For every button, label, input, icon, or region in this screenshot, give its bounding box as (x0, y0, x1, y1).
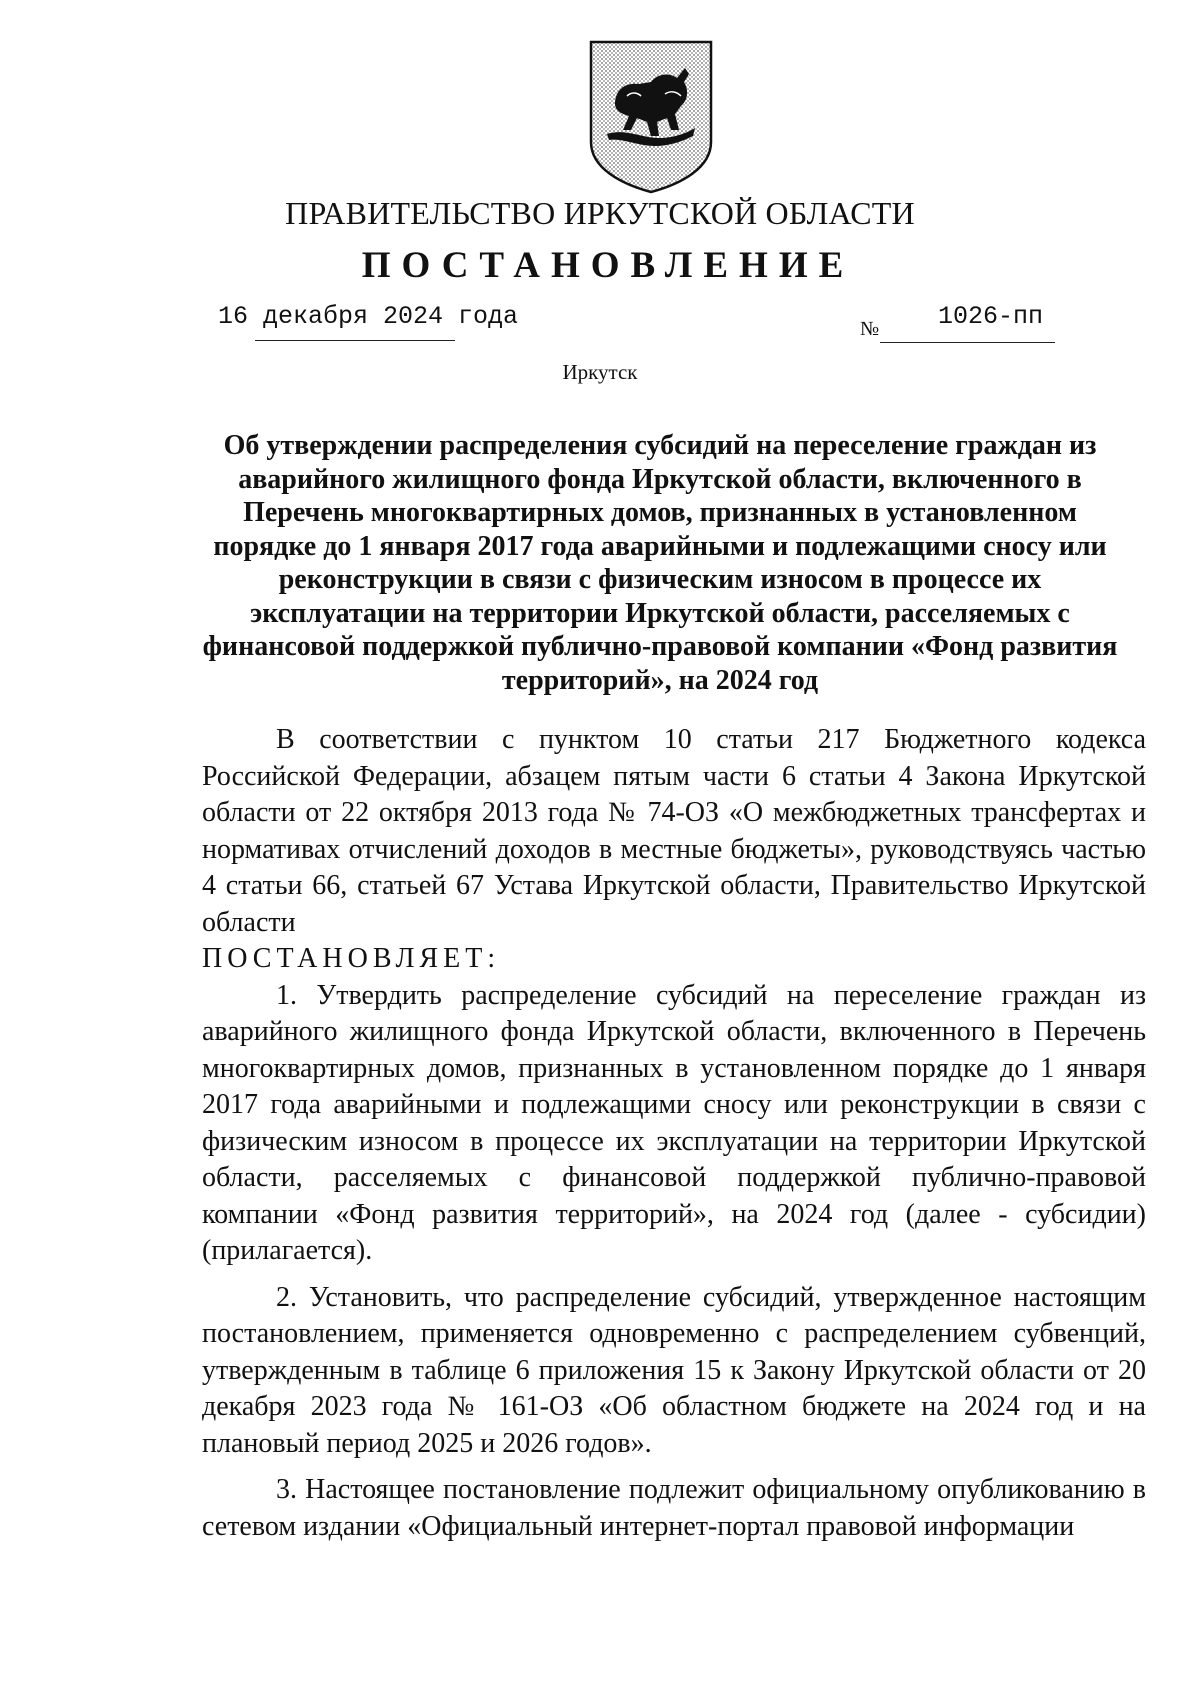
irkutsk-coat-of-arms-icon (585, 38, 717, 196)
document-city: Иркутск (562, 360, 638, 384)
date-underline (255, 340, 455, 341)
item-2-paragraph: 2. Установить, что распределение субсидий, утвержденное настоящим постановлением, применяется одновременно с распределением субвенций, утвержденным в таблице 6 приложения 15 к Закону Иркутской области от 20 декабря 2023 года № 161-ОЗ «Об областном бюджете на 2024 год и на плановый период 2025 и 2026 годов». (202, 1281, 1146, 1459)
document-title: Об утверждении распределения субсидий на переселение граждан из аварийного жилищного фонда Иркутской области, включенного в Перечень многоквартирных домов, признанных в установленном порядке до 1 января 2017 года аварийными и подлежащими сносу или реконструкции в связи с физическим износом в процессе их эксплуатации на территории Иркутской области, расселяемых с финансовой поддержкой публично-правовой компании «Фонд развития территорий», на 2024 год (202, 430, 1118, 696)
document-body (202, 722, 1146, 1545)
authority-name: ПРАВИТЕЛЬСТВО ИРКУТСКОЙ ОБЛАСТИ (285, 195, 915, 231)
document-date: 16 декабря 2024 года (218, 302, 519, 331)
item-3-paragraph: 3. Настоящее постановление подлежит официальному опубликованию в сетевом издании «Официальный интернет-портал правовой информации (202, 1474, 1146, 1542)
resolve-heading: ПОСТАНОВЛЯЕТ: (202, 943, 501, 974)
number-underline (880, 342, 1055, 343)
document-number: 1026-пп (938, 302, 1044, 331)
item-1-paragraph: 1. Утвердить распределение субсидий на переселение граждан из аварийного жилищного фонда Иркутской области, включенного в Перечень многоквартирных домов, признанных в установленном порядке до 1 января 2017 года аварийными и подлежащими сносу или реконструкции в связи с физическим износом в процессе их эксплуатации на территории Иркутской области, расселяемых с финансовой поддержкой публично-правовой компании «Фонд развития территорий», на 2024 год (далее - субсидии) (прилагается). (202, 979, 1146, 1266)
emblem-graphic (585, 38, 717, 196)
preamble-paragraph: В соответствии с пунктом 10 статьи 217 Бюджетного кодекса Российской Федерации, абзацем пятым части 6 статьи 4 Закона Иркутской области от 22 октября 2013 года № 74-ОЗ «О межбюджетных трансфертах и нормативах отчислений доходов в местные бюджеты», руководствуясь частью 4 статьи 66, статьей 67 Устава Иркутской области, Правительство Иркутской области (202, 724, 1146, 938)
document-type: ПОСТАНОВЛЕНИЕ (361, 245, 855, 286)
number-sign: № (860, 318, 880, 340)
